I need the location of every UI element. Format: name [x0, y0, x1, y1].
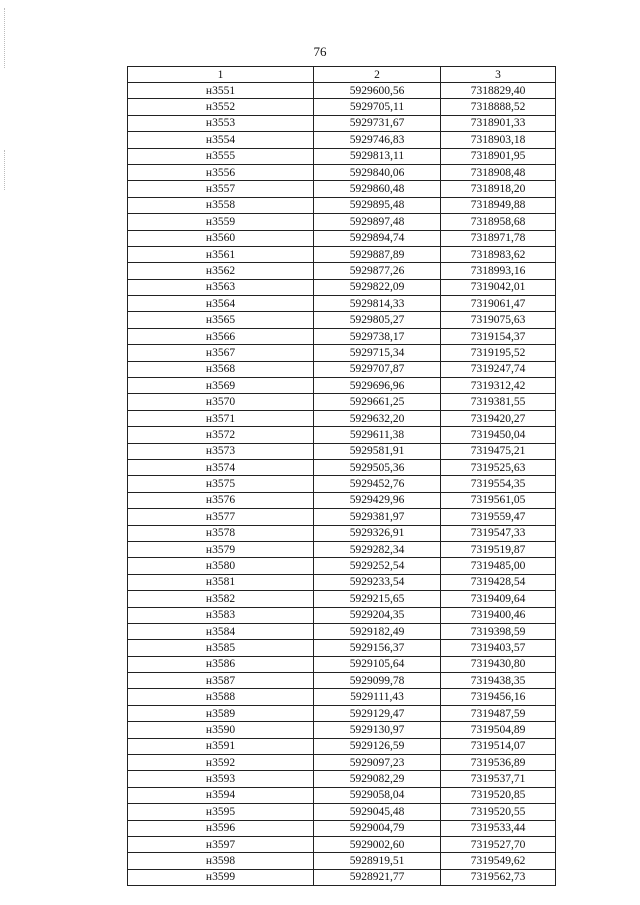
table-row	[128, 623, 556, 639]
y-coordinate-cell: 7319562,73	[441, 869, 556, 885]
point-id-cell: н3555	[128, 148, 314, 164]
x-coordinate-cell: 5929894,74	[314, 230, 441, 246]
x-coordinate-cell: 5929897,48	[314, 214, 441, 230]
point-id-cell: н3588	[128, 689, 314, 705]
table-row	[128, 820, 556, 836]
table-row	[128, 525, 556, 541]
x-coordinate-cell: 5929111,43	[314, 689, 441, 705]
y-coordinate-cell: 7318983,62	[441, 246, 556, 262]
x-coordinate-cell: 5929600,56	[314, 83, 441, 99]
point-id-cell: н3591	[128, 738, 314, 754]
point-id-cell: н3566	[128, 328, 314, 344]
x-coordinate-cell: 5929705,11	[314, 99, 441, 115]
y-coordinate-cell: 7319504,89	[441, 722, 556, 738]
table-row	[128, 836, 556, 852]
table-row	[128, 328, 556, 344]
y-coordinate-cell: 7318958,68	[441, 214, 556, 230]
table-row	[128, 443, 556, 459]
point-id-cell: н3562	[128, 263, 314, 279]
table-row	[128, 476, 556, 492]
point-id-cell: н3568	[128, 361, 314, 377]
table-body	[128, 83, 556, 886]
y-coordinate-cell: 7319042,01	[441, 279, 556, 295]
point-id-cell: н3585	[128, 640, 314, 656]
y-coordinate-cell: 7318903,18	[441, 132, 556, 148]
x-coordinate-cell: 5929082,29	[314, 771, 441, 787]
point-id-cell: н3578	[128, 525, 314, 541]
x-coordinate-cell: 5929204,35	[314, 607, 441, 623]
table-row	[128, 869, 556, 885]
y-coordinate-cell: 7319400,46	[441, 607, 556, 623]
y-coordinate-cell: 7319475,21	[441, 443, 556, 459]
y-coordinate-cell: 7319195,52	[441, 345, 556, 361]
x-coordinate-cell: 5929215,65	[314, 591, 441, 607]
page-number: 76	[313, 44, 327, 59]
x-coordinate-cell: 5929002,60	[314, 836, 441, 852]
point-id-cell: н3554	[128, 132, 314, 148]
point-id-cell: н3569	[128, 378, 314, 394]
table-row	[128, 181, 556, 197]
y-coordinate-cell: 7319398,59	[441, 623, 556, 639]
point-id-cell: н3586	[128, 656, 314, 672]
point-id-cell: н3576	[128, 492, 314, 508]
point-id-cell: н3560	[128, 230, 314, 246]
y-coordinate-cell: 7319247,74	[441, 361, 556, 377]
x-coordinate-cell: 5929860,48	[314, 181, 441, 197]
point-id-cell: н3580	[128, 558, 314, 574]
y-coordinate-cell: 7319519,87	[441, 541, 556, 557]
point-id-cell: н3563	[128, 279, 314, 295]
point-id-cell: н3571	[128, 410, 314, 426]
x-coordinate-cell: 5928921,77	[314, 869, 441, 885]
header-cell-1: 1	[128, 67, 314, 83]
x-coordinate-cell: 5929099,78	[314, 673, 441, 689]
y-coordinate-cell: 7318829,40	[441, 83, 556, 99]
table-row	[128, 755, 556, 771]
table-row	[128, 279, 556, 295]
y-coordinate-cell: 7319487,59	[441, 705, 556, 721]
x-coordinate-cell: 5929715,34	[314, 345, 441, 361]
point-id-cell: н3559	[128, 214, 314, 230]
table-row	[128, 148, 556, 164]
y-coordinate-cell: 7318918,20	[441, 181, 556, 197]
point-id-cell: н3583	[128, 607, 314, 623]
point-id-cell: н3564	[128, 296, 314, 312]
x-coordinate-cell: 5929326,91	[314, 525, 441, 541]
point-id-cell: н3575	[128, 476, 314, 492]
x-coordinate-cell: 5929282,34	[314, 541, 441, 557]
point-id-cell: н3557	[128, 181, 314, 197]
table-row	[128, 427, 556, 443]
y-coordinate-cell: 7318993,16	[441, 263, 556, 279]
x-coordinate-cell: 5929611,38	[314, 427, 441, 443]
point-id-cell: н3573	[128, 443, 314, 459]
table-row	[128, 492, 556, 508]
point-id-cell: н3579	[128, 541, 314, 557]
table-row	[128, 722, 556, 738]
table-row	[128, 345, 556, 361]
table-row	[128, 459, 556, 475]
header-cell-3: 3	[441, 67, 556, 83]
y-coordinate-cell: 7319547,33	[441, 525, 556, 541]
table-row	[128, 689, 556, 705]
point-id-cell: н3590	[128, 722, 314, 738]
y-coordinate-cell: 7319450,04	[441, 427, 556, 443]
x-coordinate-cell: 5929887,89	[314, 246, 441, 262]
y-coordinate-cell: 7319559,47	[441, 509, 556, 525]
point-id-cell: н3593	[128, 771, 314, 787]
table-row	[128, 574, 556, 590]
x-coordinate-cell: 5929129,47	[314, 705, 441, 721]
x-coordinate-cell: 5929429,96	[314, 492, 441, 508]
y-coordinate-cell: 7318888,52	[441, 99, 556, 115]
y-coordinate-cell: 7319409,64	[441, 591, 556, 607]
x-coordinate-cell: 5929058,04	[314, 787, 441, 803]
point-id-cell: н3574	[128, 459, 314, 475]
table-row	[128, 410, 556, 426]
y-coordinate-cell: 7319403,57	[441, 640, 556, 656]
x-coordinate-cell: 5929746,83	[314, 132, 441, 148]
margin-mark-middle	[4, 150, 7, 190]
point-id-cell: н3596	[128, 820, 314, 836]
header-cell-2: 2	[314, 67, 441, 83]
x-coordinate-cell: 5929731,67	[314, 115, 441, 131]
x-coordinate-cell: 5929505,36	[314, 459, 441, 475]
table-row	[128, 607, 556, 623]
y-coordinate-cell: 7319061,47	[441, 296, 556, 312]
x-coordinate-cell: 5929182,49	[314, 623, 441, 639]
table-row	[128, 361, 556, 377]
point-id-cell: н3553	[128, 115, 314, 131]
table-row	[128, 246, 556, 262]
table-row	[128, 115, 556, 131]
point-id-cell: н3551	[128, 83, 314, 99]
point-id-cell: н3570	[128, 394, 314, 410]
table-row	[128, 164, 556, 180]
y-coordinate-cell: 7319154,37	[441, 328, 556, 344]
table-row	[128, 83, 556, 99]
y-coordinate-cell: 7319456,16	[441, 689, 556, 705]
y-coordinate-cell: 7319381,55	[441, 394, 556, 410]
x-coordinate-cell: 5929814,33	[314, 296, 441, 312]
y-coordinate-cell: 7319485,00	[441, 558, 556, 574]
point-id-cell: н3572	[128, 427, 314, 443]
y-coordinate-cell: 7319549,62	[441, 853, 556, 869]
point-id-cell: н3597	[128, 836, 314, 852]
x-coordinate-cell: 5929004,79	[314, 820, 441, 836]
table-row	[128, 296, 556, 312]
y-coordinate-cell: 7319520,85	[441, 787, 556, 803]
table-row	[128, 771, 556, 787]
point-id-cell: н3584	[128, 623, 314, 639]
x-coordinate-cell: 5929452,76	[314, 476, 441, 492]
x-coordinate-cell: 5929105,64	[314, 656, 441, 672]
table-row	[128, 509, 556, 525]
y-coordinate-cell: 7319527,70	[441, 836, 556, 852]
table-row	[128, 853, 556, 869]
x-coordinate-cell: 5929822,09	[314, 279, 441, 295]
x-coordinate-cell: 5929130,97	[314, 722, 441, 738]
point-id-cell: н3589	[128, 705, 314, 721]
table-row	[128, 673, 556, 689]
table-row	[128, 394, 556, 410]
y-coordinate-cell: 7319430,80	[441, 656, 556, 672]
point-id-cell: н3587	[128, 673, 314, 689]
y-coordinate-cell: 7319438,35	[441, 673, 556, 689]
point-id-cell: н3561	[128, 246, 314, 262]
y-coordinate-cell: 7318908,48	[441, 164, 556, 180]
point-id-cell: н3599	[128, 869, 314, 885]
table-row	[128, 312, 556, 328]
x-coordinate-cell: 5928919,51	[314, 853, 441, 869]
x-coordinate-cell: 5929805,27	[314, 312, 441, 328]
y-coordinate-cell: 7319075,63	[441, 312, 556, 328]
table-row	[128, 197, 556, 213]
x-coordinate-cell: 5929895,48	[314, 197, 441, 213]
table-row	[128, 787, 556, 803]
x-coordinate-cell: 5929738,17	[314, 328, 441, 344]
x-coordinate-cell: 5929233,54	[314, 574, 441, 590]
y-coordinate-cell: 7319520,55	[441, 804, 556, 820]
x-coordinate-cell: 5929097,23	[314, 755, 441, 771]
point-id-cell: н3577	[128, 509, 314, 525]
y-coordinate-cell: 7318971,78	[441, 230, 556, 246]
point-id-cell: н3556	[128, 164, 314, 180]
table-row	[128, 591, 556, 607]
y-coordinate-cell: 7319420,27	[441, 410, 556, 426]
y-coordinate-cell: 7319525,63	[441, 459, 556, 475]
x-coordinate-cell: 5929877,26	[314, 263, 441, 279]
x-coordinate-cell: 5929632,20	[314, 410, 441, 426]
y-coordinate-cell: 7319428,54	[441, 574, 556, 590]
y-coordinate-cell: 7319533,44	[441, 820, 556, 836]
x-coordinate-cell: 5929696,96	[314, 378, 441, 394]
point-id-cell: н3552	[128, 99, 314, 115]
x-coordinate-cell: 5929045,48	[314, 804, 441, 820]
table-row	[128, 558, 556, 574]
table-row	[128, 99, 556, 115]
table-row	[128, 656, 556, 672]
y-coordinate-cell: 7319312,42	[441, 378, 556, 394]
point-id-cell: н3595	[128, 804, 314, 820]
y-coordinate-cell: 7319536,89	[441, 755, 556, 771]
x-coordinate-cell: 5929707,87	[314, 361, 441, 377]
table-row	[128, 541, 556, 557]
y-coordinate-cell: 7318901,33	[441, 115, 556, 131]
y-coordinate-cell: 7318949,88	[441, 197, 556, 213]
point-id-cell: н3558	[128, 197, 314, 213]
table-row	[128, 640, 556, 656]
table-row	[128, 804, 556, 820]
y-coordinate-cell: 7318901,95	[441, 148, 556, 164]
x-coordinate-cell: 5929381,97	[314, 509, 441, 525]
table-row	[128, 378, 556, 394]
y-coordinate-cell: 7319514,07	[441, 738, 556, 754]
point-id-cell: н3594	[128, 787, 314, 803]
table-row	[128, 214, 556, 230]
y-coordinate-cell: 7319537,71	[441, 771, 556, 787]
table-row	[128, 230, 556, 246]
table-row	[128, 705, 556, 721]
table-row	[128, 263, 556, 279]
point-id-cell: н3565	[128, 312, 314, 328]
x-coordinate-cell: 5929661,25	[314, 394, 441, 410]
table-header-row	[128, 67, 556, 83]
point-id-cell: н3567	[128, 345, 314, 361]
x-coordinate-cell: 5929581,91	[314, 443, 441, 459]
table-row	[128, 738, 556, 754]
x-coordinate-cell: 5929156,37	[314, 640, 441, 656]
y-coordinate-cell: 7319554,35	[441, 476, 556, 492]
point-id-cell: н3582	[128, 591, 314, 607]
y-coordinate-cell: 7319561,05	[441, 492, 556, 508]
point-id-cell: н3592	[128, 755, 314, 771]
x-coordinate-cell: 5929813,11	[314, 148, 441, 164]
x-coordinate-cell: 5929252,54	[314, 558, 441, 574]
point-id-cell: н3598	[128, 853, 314, 869]
x-coordinate-cell: 5929840,06	[314, 164, 441, 180]
coordinates-table	[127, 66, 556, 886]
x-coordinate-cell: 5929126,59	[314, 738, 441, 754]
table-row	[128, 132, 556, 148]
point-id-cell: н3581	[128, 574, 314, 590]
